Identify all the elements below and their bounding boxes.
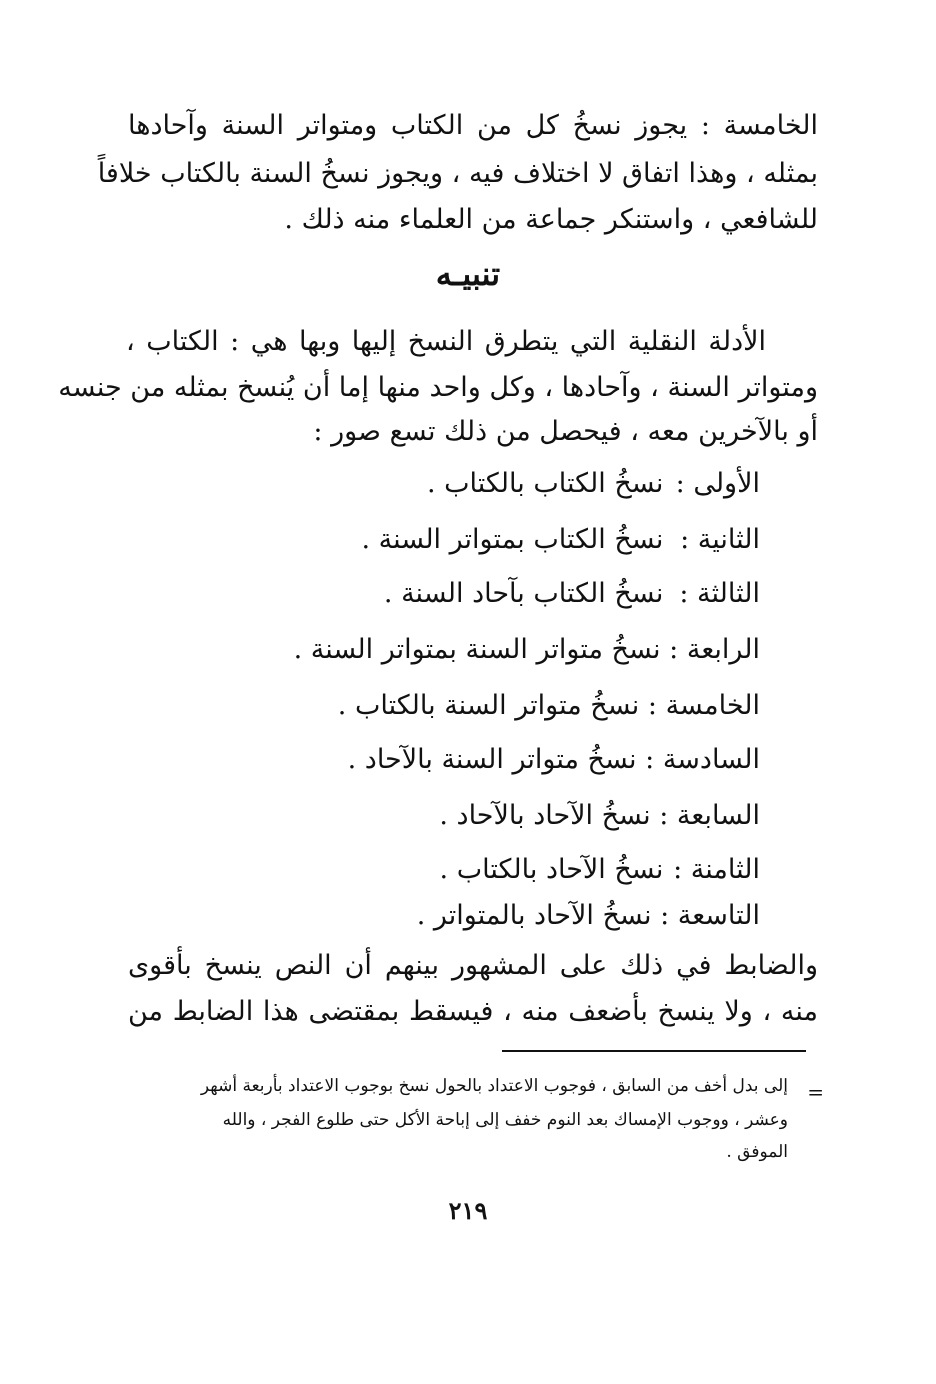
case-text: نسخُ متواتر السنة بمتواتر السنة . (293, 634, 661, 665)
body-line: منه ، ولا ينسخ بأضعف منه ، فيسقط بمقتضى هذا الضابط من (128, 996, 818, 1027)
list-item (417, 896, 760, 936)
case-text: نسخُ الآحاد بالآحاد . (439, 800, 651, 831)
footnote-line: إلى بدل أخف من السابق ، فوجوب الاعتداد بالحول نسخ بوجوب الاعتداد بأربعة أشهر (200, 1076, 788, 1096)
list-item (440, 850, 760, 890)
footnote-line: الموفق . (726, 1142, 788, 1162)
case-label: الخامسة : (647, 690, 760, 721)
body-line: والضابط في ذلك على المشهور بينهم أن النص ينسخ بأقوى (128, 950, 818, 981)
list-item (294, 630, 760, 670)
case-text: نسخُ الآحاد بالكتاب . (439, 854, 664, 885)
list-item (427, 464, 760, 504)
case-text: نسخُ الكتاب بمتواتر السنة . (361, 524, 664, 555)
case-label: التاسعة : (660, 900, 760, 931)
case-label: السابعة : (659, 800, 760, 831)
case-text: نسخُ الكتاب بالكتاب . (426, 468, 664, 499)
case-text: نسخُ الآحاد بالمتواتر . (416, 900, 652, 931)
body-line: أو بالآخرين معه ، فيحصل من ذلك تسع صور : (313, 416, 818, 447)
body-line: الأدلة النقلية التي يتطرق النسخ إليها وبها هي : الكتاب ، (126, 326, 766, 357)
case-label: الثالثة : (679, 578, 760, 609)
section-heading: تنبيـه (435, 255, 501, 293)
list-item (338, 686, 760, 726)
list-item (439, 796, 760, 836)
body-line: للشافعي ، واستنكر جماعة من العلماء منه ذلك . (284, 204, 818, 235)
case-label: الرابعة : (669, 634, 760, 665)
page-number: ٢١٩ (448, 1196, 488, 1225)
body-line: ومتواتر السنة ، وآحادها ، وكل واحد منها إما أن يُنسخ بمثله من جنسه (58, 372, 818, 403)
list-item (361, 520, 760, 560)
case-label: الأولى : (675, 468, 760, 499)
body-line: الخامسة : يجوز نسخُ كل من الكتاب ومتواتر السنة وآحادها (128, 110, 818, 141)
footnote-line: وعشر ، ووجوب الإمساك بعد النوم خفف إلى إباحة الأكل حتى طلوع الفجر ، والله (222, 1110, 788, 1130)
footnote-divider (502, 1050, 806, 1052)
list-item (384, 574, 760, 614)
case-text: نسخُ متواتر السنة بالكتاب . (337, 690, 640, 721)
body-line: بمثله ، وهذا اتفاق لا اختلاف فيه ، ويجوز نسخُ السنة بالكتاب خلافاً (97, 158, 818, 189)
case-text: نسخُ الكتاب بآحاد السنة . (383, 578, 664, 609)
case-label: الثامنة : (673, 854, 760, 885)
case-label: الثانية : (680, 524, 760, 555)
list-item (348, 740, 760, 780)
case-text: نسخُ متواتر السنة بالآحاد . (347, 744, 637, 775)
case-label: السادسة : (645, 744, 760, 775)
footnote-continuation-marker: = (807, 1080, 824, 1104)
